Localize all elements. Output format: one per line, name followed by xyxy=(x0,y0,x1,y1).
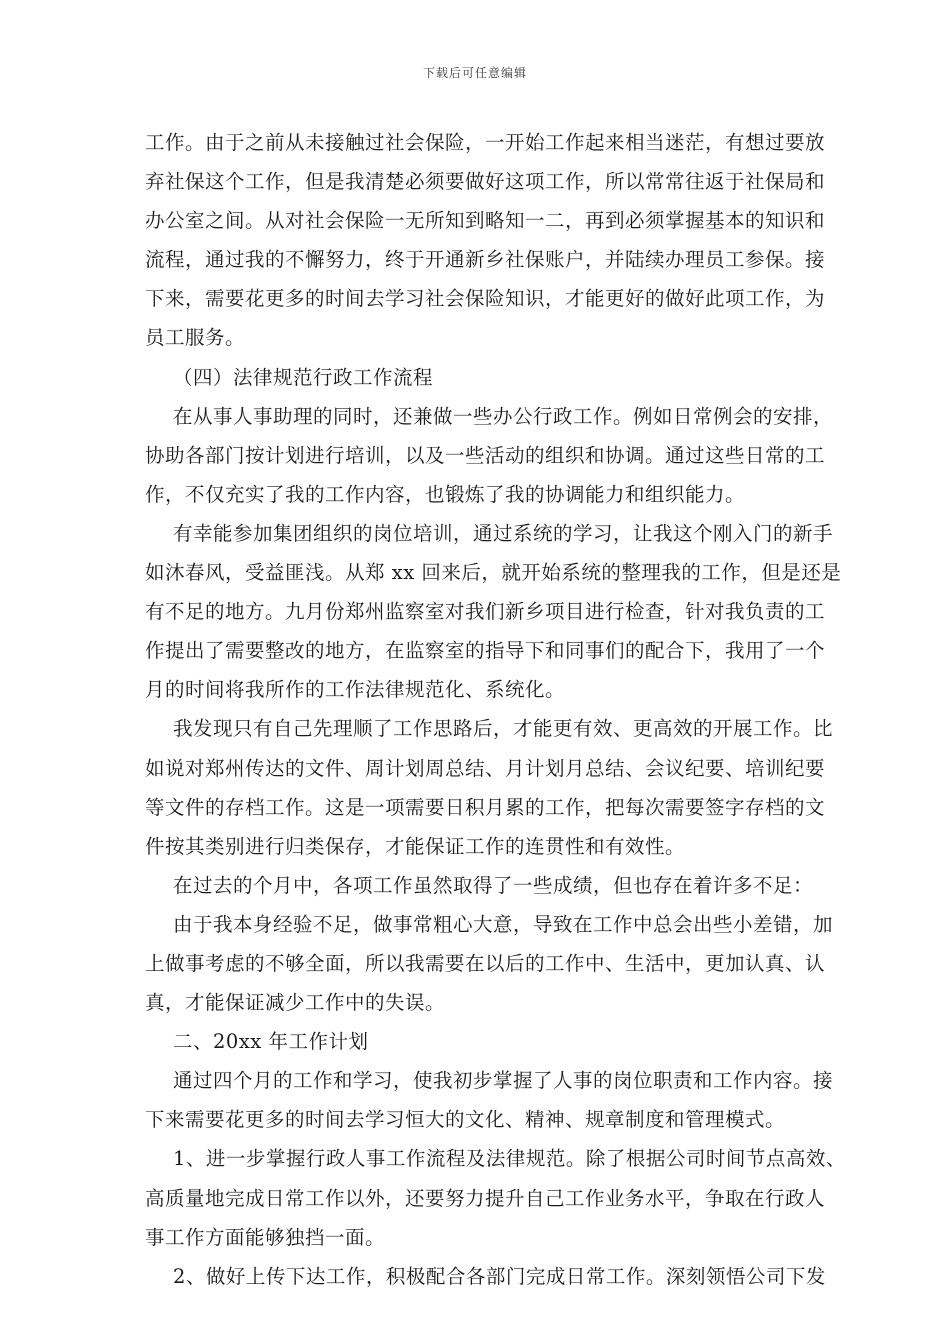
text-line: 作，不仅充实了我的工作内容，也锻炼了我的协调能力和组织能力。 xyxy=(145,482,746,506)
text-line: 在过去的个月中，各项工作虽然取得了一些成绩，但也存在着许多不足： xyxy=(173,873,814,897)
text-line: 月的时间将我所作的工作法律规范化、系统化。 xyxy=(145,678,566,702)
text-line: 高质量地完成日常工作以外，还要努力提升自己工作业务水平，争取在行政人 xyxy=(145,1186,826,1210)
text-line: 通过四个月的工作和学习，使我初步掌握了人事的岗位职责和工作内容。接 xyxy=(173,1069,834,1093)
text-line: 流程，通过我的不懈努力，终于开通新乡社保账户，并陆续办理员工参保。接 xyxy=(145,248,826,272)
text-line: （四）法律规范行政工作流程 xyxy=(173,365,434,389)
text-line: 作提出了需要整改的地方，在监察室的指导下和同事们的配合下，我用了一个 xyxy=(145,639,826,663)
text-line: 在从事人事助理的同时，还兼做一些办公行政工作。例如日常例会的安排， xyxy=(173,404,834,428)
text-line: 有不足的地方。九月份郑州监察室对我们新乡项目进行检查，针对我负责的工 xyxy=(145,600,826,624)
text-line: 等文件的存档工作。这是一项需要日积月累的工作，把每次需要签字存档的文 xyxy=(145,795,826,819)
text-line: 如沐春风，受益匪浅。从郑 xx 回来后，就开始系统的整理我的工作，但是还是 xyxy=(145,561,842,585)
text-line: 员工服务。 xyxy=(145,326,246,350)
text-line: 办公室之间。从对社会保险一无所知到略知一二，再到必须掌握基本的知识和 xyxy=(145,209,826,233)
text-line: 工作。由于之前从未接触过社会保险，一开始工作起来相当迷茫，有想过要放 xyxy=(145,131,826,154)
text-line: 如说对郑州传达的文件、周计划周总结、月计划月总结、会议纪要、培训纪要 xyxy=(145,756,826,780)
text-line: 弃社保这个工作，但是我清楚必须要做好这项工作，所以常常往返于社保局和 xyxy=(145,170,826,194)
document-body xyxy=(145,123,846,1296)
text-line: 上做事考虑的不够全面，所以我需要在以后的工作中、生活中，更加认真、认 xyxy=(145,951,826,975)
text-line: 二、20xx 年工作计划 xyxy=(173,1030,369,1054)
text-line: 事工作方面能够独挡一面。 xyxy=(145,1225,386,1249)
text-line: 有幸能参加集团组织的岗位培训，通过系统的学习，让我这个刚入门的新手 xyxy=(173,521,834,545)
text-line: 由于我本身经验不足，做事常粗心大意，导致在工作中总会出些小差错，加 xyxy=(173,912,834,936)
text-line: 真，才能保证减少工作中的失误。 xyxy=(145,991,446,1015)
text-line: 我发现只有自己先理顺了工作思路后，才能更有效、更高效的开展工作。比 xyxy=(173,717,834,741)
text-line: 协助各部门按计划进行培训，以及一些活动的组织和协调。通过这些日常的工 xyxy=(145,443,826,467)
text-line: 下来，需要花更多的时间去学习社会保险知识，才能更好的做好此项工作，为 xyxy=(145,287,826,311)
page-header: 下载后可任意编辑 xyxy=(422,66,527,80)
text-line: 2、做好上传下达工作，积极配合各部门完成日常工作。深刻领悟公司下发 xyxy=(173,1264,826,1288)
text-line: 件按其类别进行归类保存，才能保证工作的连贯性和有效性。 xyxy=(145,834,686,858)
text-line: 下来需要花更多的时间去学习恒大的文化、精神、规章制度和管理模式。 xyxy=(145,1108,786,1132)
text-line: 1、进一步掌握行政人事工作流程及法律规范。除了根据公司时间节点高效、 xyxy=(173,1147,846,1171)
